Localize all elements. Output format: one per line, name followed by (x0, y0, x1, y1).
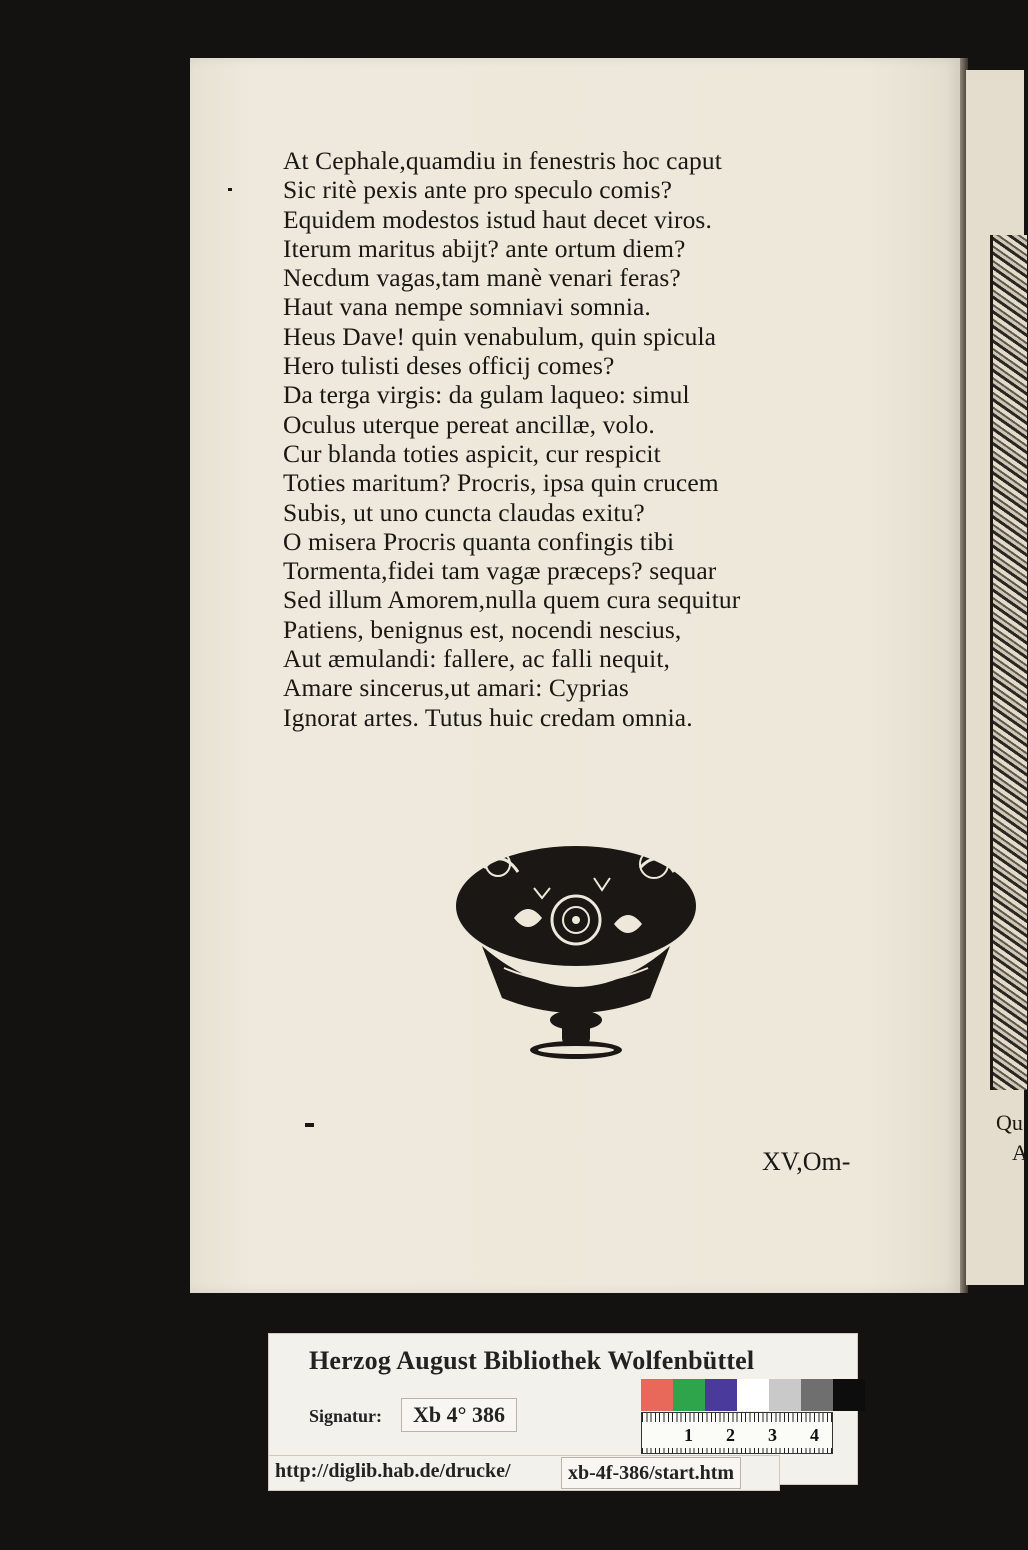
facing-page-text-fragment: Qu (996, 1110, 1023, 1135)
color-swatch (833, 1379, 865, 1411)
poem-line: Cur blanda toties aspicit, cur respicit (283, 438, 661, 468)
url-path: xb-4f-386/start.htm (561, 1457, 741, 1489)
poem-line: Oculus uterque pereat ancillæ, volo. (283, 409, 655, 439)
poem-line: Tormenta,fidei tam vagæ præceps? sequar (283, 556, 717, 586)
color-swatch (801, 1379, 833, 1411)
color-swatch (673, 1379, 705, 1411)
poem-line: Iterum maritus abijt? ante ortum diem? (283, 233, 686, 263)
poem-text (283, 146, 843, 732)
library-name: Herzog August Bibliothek Wolfenbüttel (309, 1346, 755, 1375)
color-calibration-strip (641, 1379, 865, 1411)
poem-line: Sed illum Amorem,nulla quem cura sequitur (283, 585, 741, 615)
ink-speck (228, 188, 232, 191)
poem-line: Sic ritè pexis ante pro speculo comis? (283, 175, 673, 205)
poem-line: Ignorat artes. Tutus huic credam omnia. (283, 702, 693, 732)
poem-line: Patiens, benignus est, nocendi nescius, (283, 614, 682, 644)
poem-line: Amare sincerus,ut amari: Cyprias (283, 673, 629, 703)
ruler-number: 4 (810, 1425, 819, 1445)
color-swatch (705, 1379, 737, 1411)
poem-line: Toties maritum? Procris, ipsa quin crucem (283, 468, 719, 498)
poem-line: Da terga virgis: da gulam laqueo: simul (283, 380, 690, 410)
color-swatch (641, 1379, 673, 1411)
poem-line: Equidem modestos istud haut decet viros. (283, 204, 712, 234)
poem-line: At Cephale,quamdiu in fenestris hoc caput (283, 146, 722, 175)
color-swatch (737, 1379, 769, 1411)
scale-ruler (641, 1412, 833, 1454)
poem-line: Necdum vagas,tam manè venari feras? (283, 263, 681, 293)
url-label (268, 1455, 780, 1491)
flower-vase-woodcut (444, 828, 708, 1070)
ruler-number: 2 (726, 1425, 735, 1445)
poem-line: O misera Procris quanta confingis tibi (283, 526, 675, 556)
facing-page-ornamental-border (990, 235, 1027, 1090)
poem-line: Subis, ut uno cuncta claudas exitu? (283, 497, 645, 527)
poem-line: Heus Dave! quin venabulum, quin spicula (283, 321, 717, 351)
signatur-label: Signatur: (309, 1406, 383, 1426)
poem-line: Hero tulisti deses officij comes? (283, 351, 615, 381)
signatur-value: Xb 4° 386 (401, 1398, 517, 1432)
facing-page-text-fragment: A (1012, 1140, 1028, 1165)
color-swatch (769, 1379, 801, 1411)
poem-line: Aut æmulandi: fallere, ac falli nequit, (283, 644, 670, 674)
ruler-number: 1 (684, 1425, 693, 1445)
ruler-number: 3 (768, 1425, 777, 1445)
catchword: XV,Om- (762, 1147, 851, 1176)
poem-line: Haut vana nempe somniavi somnia. (283, 292, 651, 322)
ink-mark (305, 1123, 314, 1127)
url-base: http://diglib.hab.de/drucke/ (275, 1460, 511, 1482)
